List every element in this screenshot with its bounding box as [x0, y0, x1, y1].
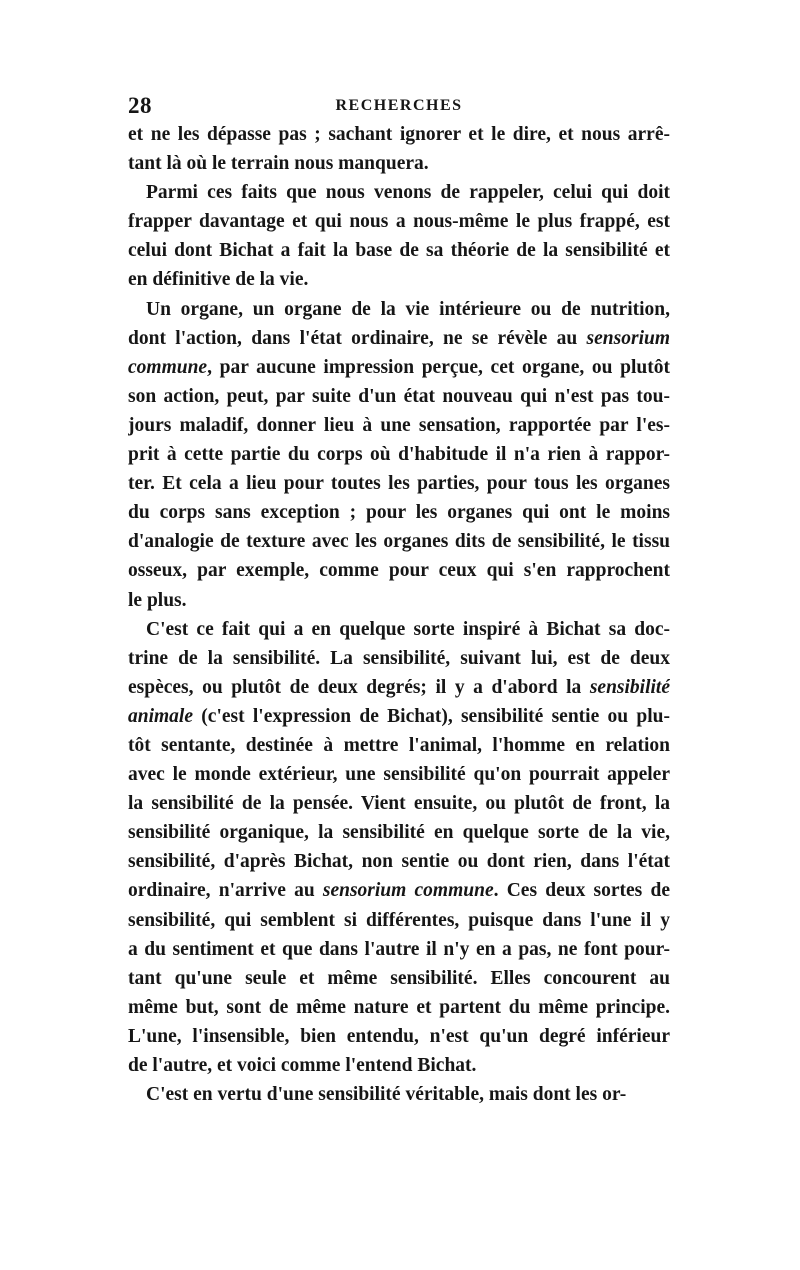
- italic-text: sensorium commune: [322, 880, 494, 902]
- text-segment: sensibilité, qui semblent si différentes, puisque dans l'une il y: [128, 909, 670, 931]
- text-segment: du corps sans exception ; pour les organes qui ont le moins: [128, 502, 670, 524]
- text-segment: sensibilité organique, la sensibilité en quelque sorte de la vie,: [128, 822, 670, 844]
- text-segment: C'est ce fait qui a en quelque sorte inspiré à Bichat sa doc-: [146, 618, 670, 640]
- text-segment: ordinaire, n'arrive au: [128, 880, 323, 902]
- text-segment: prit à cette partie du corps où d'habitude il n'a rien à rappor-: [128, 444, 670, 466]
- page-header: [128, 93, 670, 123]
- text-segment: avec le monde extérieur, une sensibilité qu'on pourrait appeler: [128, 764, 670, 786]
- text-line: [128, 1051, 670, 1080]
- text-line: [128, 964, 670, 993]
- italic-text: sensorium: [586, 327, 670, 349]
- text-line: [128, 382, 670, 411]
- text-segment: trine de la sensibilité. La sensibilité, suivant lui, est de deux: [128, 647, 670, 669]
- text-line: [128, 615, 670, 644]
- text-segment: ter. Et cela a lieu pour toutes les parties, pour tous les organes: [128, 473, 670, 495]
- text-line: [128, 236, 670, 265]
- text-line: [128, 440, 670, 469]
- text-line: [128, 324, 670, 353]
- text-segment: son action, peut, par suite d'un état nouveau qui n'est pas tou-: [128, 385, 670, 407]
- text-segment: tant qu'une seule et même sensibilité. Elles concourent au: [128, 967, 670, 989]
- text-line: [128, 906, 670, 935]
- text-line: [128, 498, 670, 527]
- paragraph: [128, 178, 670, 294]
- text-line: [128, 586, 670, 615]
- text-line: [128, 556, 670, 585]
- text-segment: Parmi ces faits que nous venons de rappeler, celui qui doit: [146, 182, 670, 204]
- text-segment: tôt sentante, destinée à mettre l'animal, l'homme en relation: [128, 734, 670, 756]
- text-segment: espèces, ou plutôt de deux degrés; il y a d'abord la: [128, 676, 590, 698]
- text-line: [128, 1080, 670, 1109]
- text-line: [128, 789, 670, 818]
- text-line: [128, 702, 670, 731]
- text-segment: en définitive de la vie.: [128, 269, 309, 291]
- paragraph: [128, 120, 670, 178]
- text-line: [128, 469, 670, 498]
- text-line: [128, 818, 670, 847]
- paragraph: [128, 295, 670, 615]
- text-segment: tant là où le terrain nous manquera.: [128, 153, 429, 175]
- running-head: RECHERCHES: [335, 97, 463, 114]
- text-line: [128, 731, 670, 760]
- text-line: [128, 993, 670, 1022]
- text-segment: jours maladif, donner lieu à une sensation, rapportée par l'es-: [128, 414, 670, 436]
- text-segment: osseux, par exemple, comme pour ceux qui s'en rapprochent: [128, 560, 670, 582]
- text-segment: même but, sont de même nature et partent du même principe.: [128, 996, 670, 1018]
- text-line: [128, 295, 670, 324]
- text-segment: de l'autre, et voici comme l'entend Bichat.: [128, 1055, 477, 1076]
- text-segment: (c'est l'expression de Bichat), sensibilité sentie ou plu-: [193, 705, 670, 727]
- italic-text: animale: [128, 705, 194, 727]
- paragraph: [128, 1080, 670, 1109]
- text-segment: et ne les dépasse pas ; sachant ignorer et le dire, et nous arrê-: [128, 124, 670, 145]
- text-line: [128, 207, 670, 236]
- text-segment: la sensibilité de la pensée. Vient ensuite, ou plutôt de front, la: [128, 793, 670, 815]
- text-segment: C'est en vertu d'une sensibilité véritable, mais dont les or-: [146, 1084, 627, 1106]
- text-segment: Un organe, un organe de la vie intérieure ou de nutrition,: [146, 298, 670, 320]
- text-line: [128, 353, 670, 382]
- page-number: 28: [128, 93, 152, 118]
- text-segment: dont l'action, dans l'état ordinaire, ne se révèle au: [128, 327, 587, 349]
- text-line: [128, 411, 670, 440]
- text-line: [128, 935, 670, 964]
- text-segment: d'analogie de texture avec les organes dits de sensibilité, le tissu: [128, 531, 670, 553]
- text-line: [128, 120, 670, 149]
- text-segment: le plus.: [128, 589, 187, 611]
- text-segment: frapper davantage et qui nous a nous-même le plus frappé, est: [128, 211, 670, 233]
- text-segment: a du sentiment et que dans l'autre il n'y en a pas, ne font pour-: [128, 938, 670, 960]
- text-segment: L'une, l'insensible, bien entendu, n'est qu'un degré inférieur: [128, 1025, 670, 1047]
- text-line: [128, 1022, 670, 1051]
- italic-text: commune: [128, 356, 208, 378]
- text-line: [128, 644, 670, 673]
- text-line: [128, 876, 670, 905]
- body-text: [128, 120, 670, 1109]
- italic-text: sensibilité: [589, 676, 670, 698]
- text-line: [128, 673, 670, 702]
- text-line: [128, 847, 670, 876]
- text-line: [128, 760, 670, 789]
- text-segment: sensibilité, d'après Bichat, non sentie ou dont rien, dans l'état: [128, 851, 670, 873]
- text-segment: celui dont Bichat a fait la base de sa théorie de la sensibilité et: [128, 240, 670, 262]
- text-segment: , par aucune impression perçue, cet organe, ou plutôt: [207, 356, 670, 378]
- text-segment: . Ces deux sortes de: [493, 880, 670, 902]
- paragraph: [128, 615, 670, 1081]
- text-line: [128, 178, 670, 207]
- text-line: [128, 149, 670, 178]
- text-line: [128, 527, 670, 556]
- text-line: [128, 265, 670, 294]
